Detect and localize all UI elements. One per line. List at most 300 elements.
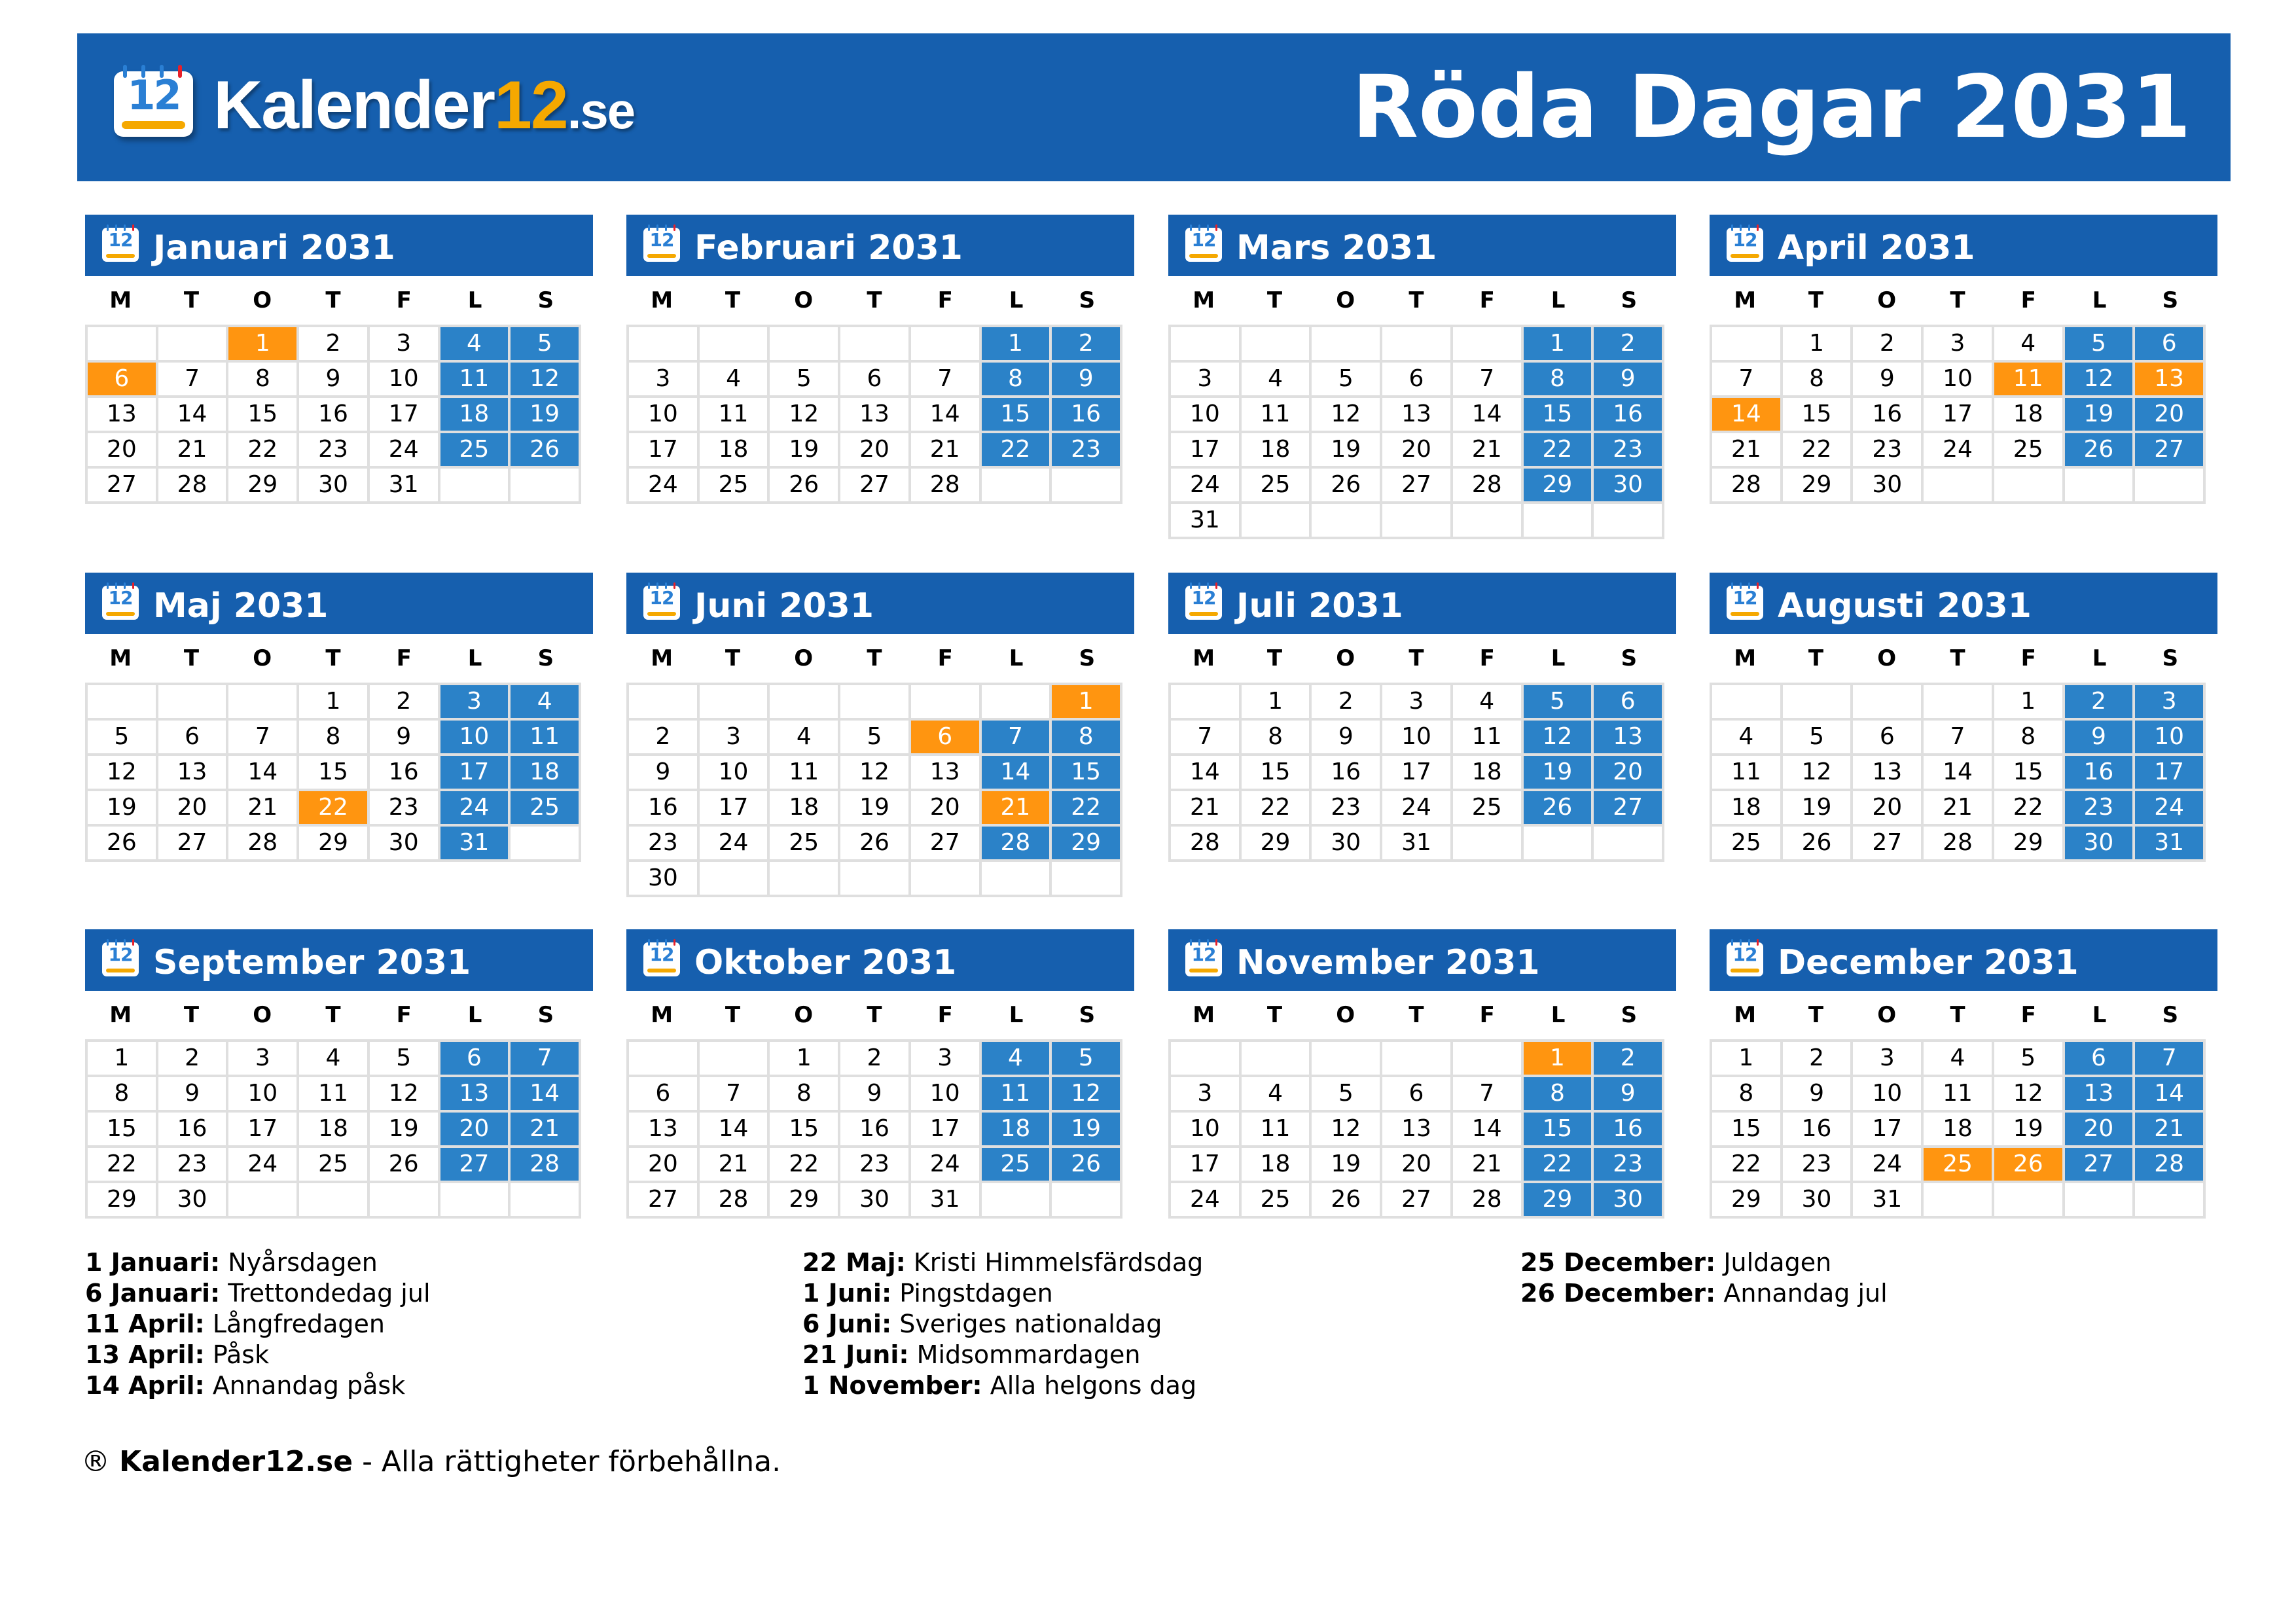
day-cell[interactable]: 2 <box>158 1042 226 1075</box>
day-cell[interactable]: 14 <box>2135 1077 2203 1110</box>
day-cell[interactable]: 27 <box>440 1148 509 1181</box>
day-cell[interactable]: 30 <box>1312 827 1380 859</box>
day-cell[interactable]: 29 <box>1524 1183 1592 1216</box>
day-cell[interactable]: 29 <box>770 1183 838 1216</box>
day-cell[interactable]: 8 <box>1524 1077 1592 1110</box>
day-cell[interactable]: 7 <box>1712 363 1780 395</box>
day-cell[interactable]: 17 <box>228 1113 296 1145</box>
day-cell[interactable]: 16 <box>299 398 367 431</box>
day-cell[interactable]: 22 <box>1712 1148 1780 1181</box>
day-cell[interactable]: 5 <box>770 363 838 395</box>
day-cell[interactable]: 10 <box>228 1077 296 1110</box>
day-cell[interactable]: 24 <box>370 433 438 466</box>
day-cell[interactable]: 27 <box>2065 1148 2133 1181</box>
day-cell[interactable]: 14 <box>1924 756 1992 789</box>
day-cell[interactable]: 27 <box>158 827 226 859</box>
day-cell[interactable]: 9 <box>1594 363 1662 395</box>
day-cell[interactable]: 5 <box>370 1042 438 1075</box>
day-cell[interactable]: 14 <box>1453 398 1521 431</box>
day-cell[interactable]: 21 <box>2135 1113 2203 1145</box>
day-cell[interactable]: 12 <box>840 756 908 789</box>
day-cell[interactable]: 11 <box>1453 721 1521 753</box>
day-cell[interactable]: 7 <box>228 721 296 753</box>
day-cell[interactable]: 15 <box>770 1113 838 1145</box>
day-cell[interactable]: 17 <box>440 756 509 789</box>
day-cell[interactable]: 28 <box>982 827 1050 859</box>
day-cell[interactable]: 12 <box>2065 363 2133 395</box>
day-cell[interactable]: 23 <box>1594 433 1662 466</box>
day-cell[interactable]: 6 <box>2135 327 2203 360</box>
day-cell[interactable]: 13 <box>158 756 226 789</box>
day-cell[interactable]: 7 <box>1453 1077 1521 1110</box>
day-cell[interactable]: 10 <box>2135 721 2203 753</box>
day-cell[interactable]: 17 <box>629 433 697 466</box>
day-cell[interactable]: 2 <box>1783 1042 1851 1075</box>
day-cell[interactable]: 9 <box>299 363 367 395</box>
day-cell[interactable]: 7 <box>1924 721 1992 753</box>
day-cell[interactable]: 11 <box>982 1077 1050 1110</box>
day-cell[interactable]: 15 <box>88 1113 156 1145</box>
day-cell[interactable]: 5 <box>511 327 579 360</box>
day-cell[interactable]: 21 <box>1712 433 1780 466</box>
day-cell[interactable]: 30 <box>2065 827 2133 859</box>
day-cell[interactable]: 25 <box>1994 433 2062 466</box>
day-cell[interactable]: 21 <box>700 1148 768 1181</box>
day-cell[interactable]: 31 <box>1382 827 1450 859</box>
day-cell[interactable]: 16 <box>1853 398 1921 431</box>
day-cell[interactable]: 20 <box>440 1113 509 1145</box>
day-cell[interactable]: 22 <box>1242 791 1310 824</box>
day-cell[interactable]: 23 <box>629 827 697 859</box>
day-cell[interactable]: 28 <box>2135 1148 2203 1181</box>
day-cell[interactable]: 21 <box>1453 1148 1521 1181</box>
day-cell[interactable]: 19 <box>1783 791 1851 824</box>
day-cell[interactable]: 1 <box>228 327 296 360</box>
day-cell[interactable]: 22 <box>1783 433 1851 466</box>
day-cell[interactable]: 23 <box>158 1148 226 1181</box>
day-cell[interactable]: 25 <box>700 469 768 501</box>
day-cell[interactable]: 26 <box>1783 827 1851 859</box>
day-cell[interactable]: 10 <box>1382 721 1450 753</box>
day-cell[interactable]: 10 <box>1924 363 1992 395</box>
day-cell[interactable]: 25 <box>511 791 579 824</box>
day-cell[interactable]: 3 <box>1924 327 1992 360</box>
day-cell[interactable]: 20 <box>1594 756 1662 789</box>
day-cell[interactable]: 25 <box>1924 1148 1992 1181</box>
day-cell[interactable]: 21 <box>1924 791 1992 824</box>
day-cell[interactable]: 11 <box>440 363 509 395</box>
day-cell[interactable]: 31 <box>370 469 438 501</box>
day-cell[interactable]: 31 <box>2135 827 2203 859</box>
day-cell[interactable]: 20 <box>1382 433 1450 466</box>
day-cell[interactable]: 24 <box>1382 791 1450 824</box>
day-cell[interactable]: 6 <box>1382 1077 1450 1110</box>
day-cell[interactable]: 25 <box>1453 791 1521 824</box>
day-cell[interactable]: 6 <box>88 363 156 395</box>
day-cell[interactable]: 26 <box>840 827 908 859</box>
day-cell[interactable]: 5 <box>1312 1077 1380 1110</box>
day-cell[interactable]: 29 <box>228 469 296 501</box>
day-cell[interactable]: 8 <box>1052 721 1120 753</box>
day-cell[interactable]: 28 <box>158 469 226 501</box>
day-cell[interactable]: 29 <box>1712 1183 1780 1216</box>
day-cell[interactable]: 18 <box>1242 1148 1310 1181</box>
day-cell[interactable]: 30 <box>299 469 367 501</box>
day-cell[interactable]: 17 <box>1171 1148 1239 1181</box>
day-cell[interactable]: 5 <box>1994 1042 2062 1075</box>
day-cell[interactable]: 25 <box>299 1148 367 1181</box>
day-cell[interactable]: 13 <box>440 1077 509 1110</box>
day-cell[interactable]: 15 <box>1712 1113 1780 1145</box>
day-cell[interactable]: 12 <box>1524 721 1592 753</box>
day-cell[interactable]: 20 <box>1382 1148 1450 1181</box>
day-cell[interactable]: 17 <box>1382 756 1450 789</box>
day-cell[interactable]: 18 <box>511 756 579 789</box>
day-cell[interactable]: 28 <box>1924 827 1992 859</box>
day-cell[interactable]: 24 <box>228 1148 296 1181</box>
day-cell[interactable]: 30 <box>1594 469 1662 501</box>
day-cell[interactable]: 16 <box>2065 756 2133 789</box>
day-cell[interactable]: 21 <box>158 433 226 466</box>
day-cell[interactable]: 11 <box>1924 1077 1992 1110</box>
day-cell[interactable]: 2 <box>1052 327 1120 360</box>
day-cell[interactable]: 15 <box>1524 398 1592 431</box>
day-cell[interactable]: 6 <box>158 721 226 753</box>
day-cell[interactable]: 18 <box>1242 433 1310 466</box>
day-cell[interactable]: 16 <box>1783 1113 1851 1145</box>
day-cell[interactable]: 9 <box>1594 1077 1662 1110</box>
day-cell[interactable]: 19 <box>1312 433 1380 466</box>
day-cell[interactable]: 16 <box>1594 398 1662 431</box>
day-cell[interactable]: 14 <box>1712 398 1780 431</box>
day-cell[interactable]: 3 <box>1171 1077 1239 1110</box>
day-cell[interactable]: 27 <box>1594 791 1662 824</box>
day-cell[interactable]: 23 <box>1594 1148 1662 1181</box>
day-cell[interactable]: 21 <box>228 791 296 824</box>
day-cell[interactable]: 12 <box>770 398 838 431</box>
day-cell[interactable]: 29 <box>1242 827 1310 859</box>
day-cell[interactable]: 11 <box>1242 398 1310 431</box>
day-cell[interactable]: 4 <box>1242 363 1310 395</box>
day-cell[interactable]: 18 <box>1712 791 1780 824</box>
day-cell[interactable]: 16 <box>370 756 438 789</box>
day-cell[interactable]: 20 <box>88 433 156 466</box>
day-cell[interactable]: 25 <box>440 433 509 466</box>
day-cell[interactable]: 11 <box>511 721 579 753</box>
day-cell[interactable]: 26 <box>1312 1183 1380 1216</box>
day-cell[interactable]: 6 <box>629 1077 697 1110</box>
day-cell[interactable]: 18 <box>1994 398 2062 431</box>
day-cell[interactable]: 25 <box>1242 1183 1310 1216</box>
day-cell[interactable]: 19 <box>370 1113 438 1145</box>
day-cell[interactable]: 19 <box>770 433 838 466</box>
day-cell[interactable]: 13 <box>2065 1077 2133 1110</box>
day-cell[interactable]: 15 <box>1242 756 1310 789</box>
day-cell[interactable]: 14 <box>228 756 296 789</box>
day-cell[interactable]: 14 <box>1453 1113 1521 1145</box>
day-cell[interactable]: 24 <box>2135 791 2203 824</box>
day-cell[interactable]: 18 <box>299 1113 367 1145</box>
footer-brand-link[interactable]: Kalender12.se <box>119 1445 353 1478</box>
day-cell[interactable]: 17 <box>911 1113 979 1145</box>
day-cell[interactable]: 7 <box>911 363 979 395</box>
day-cell[interactable]: 15 <box>982 398 1050 431</box>
day-cell[interactable]: 5 <box>1524 685 1592 718</box>
day-cell[interactable]: 22 <box>770 1148 838 1181</box>
day-cell[interactable]: 4 <box>700 363 768 395</box>
day-cell[interactable]: 1 <box>88 1042 156 1075</box>
day-cell[interactable]: 3 <box>1382 685 1450 718</box>
day-cell[interactable]: 31 <box>1853 1183 1921 1216</box>
day-cell[interactable]: 14 <box>700 1113 768 1145</box>
day-cell[interactable]: 9 <box>370 721 438 753</box>
day-cell[interactable]: 28 <box>1712 469 1780 501</box>
day-cell[interactable]: 28 <box>511 1148 579 1181</box>
day-cell[interactable]: 15 <box>1994 756 2062 789</box>
day-cell[interactable]: 6 <box>911 721 979 753</box>
day-cell[interactable]: 7 <box>1453 363 1521 395</box>
day-cell[interactable]: 24 <box>1924 433 1992 466</box>
day-cell[interactable]: 19 <box>1312 1148 1380 1181</box>
day-cell[interactable]: 7 <box>511 1042 579 1075</box>
day-cell[interactable]: 6 <box>1594 685 1662 718</box>
day-cell[interactable]: 1 <box>1242 685 1310 718</box>
day-cell[interactable]: 4 <box>1242 1077 1310 1110</box>
day-cell[interactable]: 9 <box>1052 363 1120 395</box>
logo-wordmark[interactable]: Kalender12.se <box>213 67 635 143</box>
day-cell[interactable]: 22 <box>1052 791 1120 824</box>
day-cell[interactable]: 8 <box>770 1077 838 1110</box>
day-cell[interactable]: 19 <box>1524 756 1592 789</box>
day-cell[interactable]: 29 <box>88 1183 156 1216</box>
day-cell[interactable]: 8 <box>228 363 296 395</box>
day-cell[interactable]: 26 <box>511 433 579 466</box>
day-cell[interactable]: 8 <box>1994 721 2062 753</box>
day-cell[interactable]: 27 <box>911 827 979 859</box>
day-cell[interactable]: 4 <box>299 1042 367 1075</box>
day-cell[interactable]: 10 <box>700 756 768 789</box>
day-cell[interactable]: 21 <box>1453 433 1521 466</box>
day-cell[interactable]: 31 <box>911 1183 979 1216</box>
day-cell[interactable]: 19 <box>511 398 579 431</box>
day-cell[interactable]: 1 <box>1994 685 2062 718</box>
day-cell[interactable]: 4 <box>1712 721 1780 753</box>
day-cell[interactable]: 14 <box>158 398 226 431</box>
day-cell[interactable]: 1 <box>1524 1042 1592 1075</box>
day-cell[interactable]: 8 <box>1712 1077 1780 1110</box>
day-cell[interactable]: 20 <box>911 791 979 824</box>
day-cell[interactable]: 2 <box>629 721 697 753</box>
day-cell[interactable]: 8 <box>1242 721 1310 753</box>
day-cell[interactable]: 4 <box>1924 1042 1992 1075</box>
day-cell[interactable]: 23 <box>840 1148 908 1181</box>
day-cell[interactable]: 22 <box>982 433 1050 466</box>
day-cell[interactable]: 25 <box>770 827 838 859</box>
day-cell[interactable]: 3 <box>2135 685 2203 718</box>
day-cell[interactable]: 11 <box>770 756 838 789</box>
day-cell[interactable]: 13 <box>629 1113 697 1145</box>
day-cell[interactable]: 8 <box>1783 363 1851 395</box>
day-cell[interactable]: 23 <box>1312 791 1380 824</box>
day-cell[interactable]: 12 <box>370 1077 438 1110</box>
day-cell[interactable]: 6 <box>1382 363 1450 395</box>
day-cell[interactable]: 13 <box>1594 721 1662 753</box>
day-cell[interactable]: 12 <box>1312 1113 1380 1145</box>
day-cell[interactable]: 21 <box>911 433 979 466</box>
day-cell[interactable]: 19 <box>1994 1113 2062 1145</box>
day-cell[interactable]: 6 <box>1853 721 1921 753</box>
day-cell[interactable]: 14 <box>911 398 979 431</box>
day-cell[interactable]: 17 <box>2135 756 2203 789</box>
day-cell[interactable]: 1 <box>982 327 1050 360</box>
day-cell[interactable]: 31 <box>1171 504 1239 537</box>
day-cell[interactable]: 9 <box>1783 1077 1851 1110</box>
day-cell[interactable]: 4 <box>982 1042 1050 1075</box>
day-cell[interactable]: 24 <box>700 827 768 859</box>
day-cell[interactable]: 1 <box>1052 685 1120 718</box>
day-cell[interactable]: 5 <box>1052 1042 1120 1075</box>
day-cell[interactable]: 2 <box>1594 327 1662 360</box>
day-cell[interactable]: 2 <box>299 327 367 360</box>
day-cell[interactable]: 30 <box>1783 1183 1851 1216</box>
day-cell[interactable]: 26 <box>770 469 838 501</box>
day-cell[interactable]: 10 <box>629 398 697 431</box>
day-cell[interactable]: 7 <box>700 1077 768 1110</box>
day-cell[interactable]: 6 <box>2065 1042 2133 1075</box>
day-cell[interactable]: 25 <box>1712 827 1780 859</box>
day-cell[interactable]: 30 <box>1853 469 1921 501</box>
day-cell[interactable]: 12 <box>1312 398 1380 431</box>
day-cell[interactable]: 29 <box>1524 469 1592 501</box>
day-cell[interactable]: 7 <box>2135 1042 2203 1075</box>
day-cell[interactable]: 26 <box>2065 433 2133 466</box>
day-cell[interactable]: 27 <box>2135 433 2203 466</box>
day-cell[interactable]: 11 <box>1242 1113 1310 1145</box>
day-cell[interactable]: 13 <box>1382 1113 1450 1145</box>
day-cell[interactable]: 30 <box>158 1183 226 1216</box>
day-cell[interactable]: 3 <box>228 1042 296 1075</box>
day-cell[interactable]: 14 <box>1171 756 1239 789</box>
day-cell[interactable]: 27 <box>1853 827 1921 859</box>
day-cell[interactable]: 24 <box>629 469 697 501</box>
day-cell[interactable]: 3 <box>440 685 509 718</box>
day-cell[interactable]: 31 <box>440 827 509 859</box>
day-cell[interactable]: 16 <box>1594 1113 1662 1145</box>
day-cell[interactable]: 11 <box>299 1077 367 1110</box>
day-cell[interactable]: 17 <box>1171 433 1239 466</box>
day-cell[interactable]: 16 <box>1052 398 1120 431</box>
day-cell[interactable]: 20 <box>1853 791 1921 824</box>
day-cell[interactable]: 9 <box>1312 721 1380 753</box>
day-cell[interactable]: 9 <box>1853 363 1921 395</box>
day-cell[interactable]: 27 <box>1382 469 1450 501</box>
day-cell[interactable]: 1 <box>299 685 367 718</box>
day-cell[interactable]: 8 <box>299 721 367 753</box>
day-cell[interactable]: 5 <box>1312 363 1380 395</box>
day-cell[interactable]: 19 <box>88 791 156 824</box>
day-cell[interactable]: 16 <box>629 791 697 824</box>
day-cell[interactable]: 4 <box>770 721 838 753</box>
day-cell[interactable]: 15 <box>1524 1113 1592 1145</box>
day-cell[interactable]: 26 <box>1052 1148 1120 1181</box>
day-cell[interactable]: 24 <box>1171 469 1239 501</box>
day-cell[interactable]: 21 <box>511 1113 579 1145</box>
day-cell[interactable]: 15 <box>299 756 367 789</box>
day-cell[interactable]: 20 <box>840 433 908 466</box>
day-cell[interactable]: 10 <box>370 363 438 395</box>
day-cell[interactable]: 13 <box>2135 363 2203 395</box>
day-cell[interactable]: 26 <box>1524 791 1592 824</box>
day-cell[interactable]: 20 <box>2135 398 2203 431</box>
day-cell[interactable]: 21 <box>982 791 1050 824</box>
day-cell[interactable]: 14 <box>511 1077 579 1110</box>
day-cell[interactable]: 14 <box>982 756 1050 789</box>
day-cell[interactable]: 17 <box>370 398 438 431</box>
day-cell[interactable]: 26 <box>1312 469 1380 501</box>
day-cell[interactable]: 23 <box>1052 433 1120 466</box>
day-cell[interactable]: 25 <box>982 1148 1050 1181</box>
day-cell[interactable]: 1 <box>770 1042 838 1075</box>
day-cell[interactable]: 23 <box>299 433 367 466</box>
day-cell[interactable]: 4 <box>1994 327 2062 360</box>
day-cell[interactable]: 24 <box>440 791 509 824</box>
day-cell[interactable]: 29 <box>1052 827 1120 859</box>
day-cell[interactable]: 24 <box>1171 1183 1239 1216</box>
day-cell[interactable]: 29 <box>1783 469 1851 501</box>
day-cell[interactable]: 22 <box>228 433 296 466</box>
day-cell[interactable]: 2 <box>1594 1042 1662 1075</box>
day-cell[interactable]: 8 <box>982 363 1050 395</box>
day-cell[interactable]: 9 <box>629 756 697 789</box>
day-cell[interactable]: 26 <box>370 1148 438 1181</box>
day-cell[interactable]: 13 <box>1382 398 1450 431</box>
day-cell[interactable]: 15 <box>228 398 296 431</box>
day-cell[interactable]: 23 <box>370 791 438 824</box>
day-cell[interactable]: 15 <box>1783 398 1851 431</box>
day-cell[interactable]: 28 <box>228 827 296 859</box>
day-cell[interactable]: 8 <box>88 1077 156 1110</box>
day-cell[interactable]: 1 <box>1783 327 1851 360</box>
day-cell[interactable]: 16 <box>840 1113 908 1145</box>
day-cell[interactable]: 3 <box>1171 363 1239 395</box>
day-cell[interactable]: 18 <box>982 1113 1050 1145</box>
day-cell[interactable]: 4 <box>440 327 509 360</box>
day-cell[interactable]: 15 <box>1052 756 1120 789</box>
day-cell[interactable]: 3 <box>370 327 438 360</box>
day-cell[interactable]: 27 <box>629 1183 697 1216</box>
day-cell[interactable]: 20 <box>629 1148 697 1181</box>
day-cell[interactable]: 12 <box>1783 756 1851 789</box>
day-cell[interactable]: 11 <box>700 398 768 431</box>
day-cell[interactable]: 21 <box>1171 791 1239 824</box>
day-cell[interactable]: 2 <box>1853 327 1921 360</box>
day-cell[interactable]: 30 <box>629 862 697 895</box>
day-cell[interactable]: 27 <box>1382 1183 1450 1216</box>
day-cell[interactable]: 22 <box>1994 791 2062 824</box>
day-cell[interactable]: 24 <box>911 1148 979 1181</box>
day-cell[interactable]: 17 <box>1924 398 1992 431</box>
day-cell[interactable]: 12 <box>1994 1077 2062 1110</box>
day-cell[interactable]: 16 <box>158 1113 226 1145</box>
day-cell[interactable]: 12 <box>88 756 156 789</box>
day-cell[interactable]: 2 <box>370 685 438 718</box>
day-cell[interactable]: 10 <box>911 1077 979 1110</box>
day-cell[interactable]: 29 <box>1994 827 2062 859</box>
day-cell[interactable]: 20 <box>2065 1113 2133 1145</box>
day-cell[interactable]: 3 <box>700 721 768 753</box>
day-cell[interactable]: 2 <box>840 1042 908 1075</box>
day-cell[interactable]: 23 <box>1853 433 1921 466</box>
